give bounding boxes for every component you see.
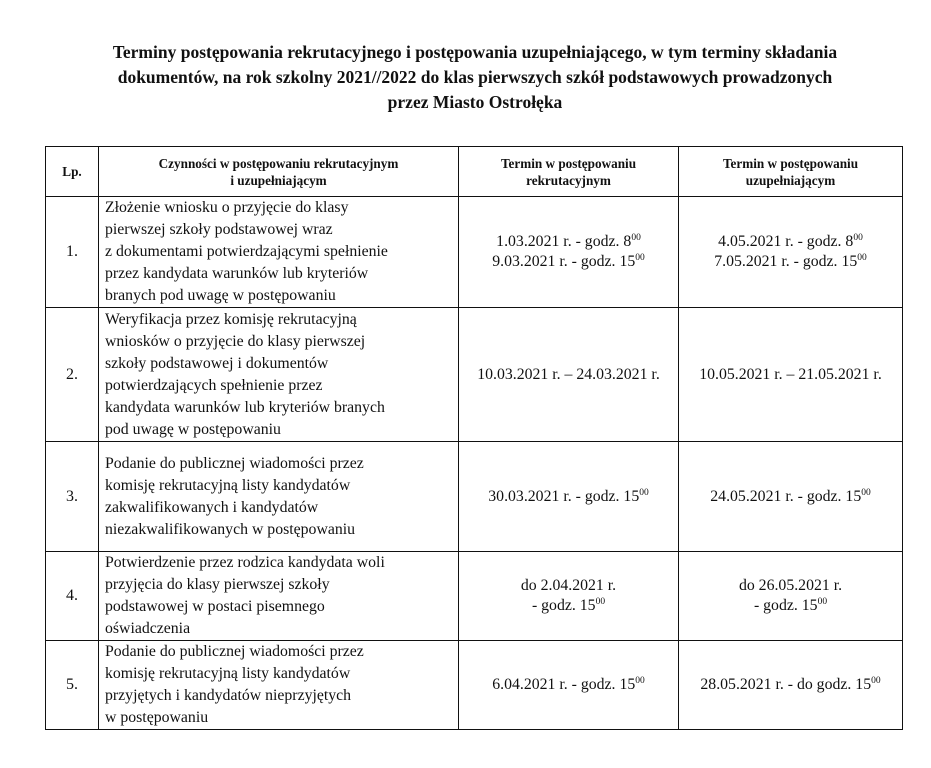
title-line: przez Miasto Ostrołęka xyxy=(387,92,563,112)
activity-line: Weryfikacja przez komisję rekrutacyjną xyxy=(105,310,357,328)
header-supplementary-term: Termin w postępowaniu uzupełniającym xyxy=(679,147,903,197)
term-text: 10.03.2021 r. – 24.03.2021 r. xyxy=(477,365,660,383)
activity-line: komisję rekrutacyjną listy kandydatów xyxy=(105,665,351,682)
term-line xyxy=(459,232,678,252)
activity-cell xyxy=(99,641,459,730)
activity-line: przyjętych i kandydatów nieprzyjętych xyxy=(105,687,352,704)
term-text: do 26.05.2021 r. xyxy=(738,577,843,594)
activity-line: zakwalifikowanych i kandydatów xyxy=(105,498,319,516)
activity-line: przyjęcia do klasy pierwszej szkoły xyxy=(105,576,330,593)
recruitment-term-cell xyxy=(459,308,679,442)
activity-line: Podanie do publicznej wiadomości przez xyxy=(105,643,364,660)
activity-line: oświadczenia xyxy=(105,620,191,637)
table-row xyxy=(46,197,903,308)
recruitment-term-cell xyxy=(459,442,679,552)
activity-line: Podanie do publicznej wiadomości przez xyxy=(105,454,364,472)
activity-line: pierwszej szkoły podstawowej wraz xyxy=(105,221,333,238)
term-line xyxy=(459,365,678,385)
activity-line: komisję rekrutacyjną listy kandydatów xyxy=(105,476,351,494)
term-line xyxy=(679,232,902,252)
term-text: 4.05.2021 r. - godz. 8 xyxy=(718,233,854,250)
row-number: 1. xyxy=(46,197,99,308)
term-line xyxy=(679,576,902,596)
activity-line: pod uwagę w postępowaniu xyxy=(105,420,281,438)
supplementary-term-cell xyxy=(679,641,903,730)
table-row xyxy=(46,552,903,641)
activity-line: kandydata warunków lub kryteriów branych xyxy=(105,398,385,416)
activity-line: wniosków o przyjęcie do klasy pierwszej xyxy=(105,332,366,350)
activity-line: z dokumentami potwierdzającymi spełnienie xyxy=(105,243,388,260)
term-line xyxy=(679,365,902,385)
activity-cell xyxy=(99,308,459,442)
row-number: 2. xyxy=(46,308,99,442)
term-line xyxy=(679,252,902,272)
activity-line: potwierdzających spełnienie przez xyxy=(105,376,323,394)
term-text: 6.04.2021 r. - godz. 15 xyxy=(492,676,636,693)
table-body xyxy=(46,197,903,730)
table-row xyxy=(46,442,903,552)
document-title xyxy=(40,40,910,115)
term-line xyxy=(679,596,902,616)
term-text: 24.05.2021 r. - godz. 15 xyxy=(710,487,862,505)
activity-line: niezakwalifikowanych w postępowaniu xyxy=(105,520,356,538)
recruitment-term-cell xyxy=(459,552,679,641)
table-row xyxy=(46,308,903,442)
term-text: 1.03.2021 r. - godz. 8 xyxy=(496,233,632,250)
activity-line: przez kandydata warunków lub kryteriów xyxy=(105,265,369,282)
term-text: - godz. 15 xyxy=(753,597,818,614)
time-minutes-superscript: 00 xyxy=(595,597,606,607)
schedule-table xyxy=(45,146,903,730)
recruitment-term-cell xyxy=(459,197,679,308)
table-header-row xyxy=(46,147,903,197)
term-line xyxy=(459,675,678,695)
activity-line: Złożenie wniosku o przyjęcie do klasy xyxy=(105,199,349,216)
title-line: Terminy postępowania rekrutacyjnego i postępowania uzupełniającego, w tym terminy składania xyxy=(112,42,838,62)
term-line xyxy=(459,576,678,596)
activity-cell xyxy=(99,552,459,641)
time-minutes-superscript: 00 xyxy=(631,233,641,243)
activity-line: Potwierdzenie przez rodzica kandydata woli xyxy=(105,554,385,571)
activity-cell xyxy=(99,197,459,308)
header-recruitment-term: Termin w postępowaniu rekrutacyjnym xyxy=(459,147,679,197)
term-text: do 2.04.2021 r. xyxy=(520,577,617,594)
supplementary-term-cell xyxy=(679,197,903,308)
time-minutes-superscript: 00 xyxy=(853,233,863,243)
time-minutes-superscript: 00 xyxy=(639,487,649,498)
row-number: 3. xyxy=(46,442,99,552)
supplementary-term-cell xyxy=(679,442,903,552)
time-minutes-superscript: 00 xyxy=(857,253,867,263)
activity-line: podstawowej w postaci pisemnego xyxy=(105,598,325,615)
header-lp: Lp. xyxy=(46,147,99,197)
time-minutes-superscript: 00 xyxy=(635,676,645,686)
time-minutes-superscript: 00 xyxy=(861,487,871,498)
term-line xyxy=(459,596,678,616)
title-line: dokumentów, na rok szkolny 2021//2022 do klas pierwszych szkół podstawowych prowadzonych xyxy=(117,67,833,87)
term-line xyxy=(679,675,902,695)
activity-line: branych pod uwagę w postępowaniu xyxy=(105,287,336,304)
table-row xyxy=(46,641,903,730)
term-text: 28.05.2021 r. - do godz. 15 xyxy=(700,676,872,693)
activity-line: szkoły podstawowej i dokumentów xyxy=(105,354,329,372)
supplementary-term-cell xyxy=(679,552,903,641)
supplementary-term-cell xyxy=(679,308,903,442)
activity-line: w postępowaniu xyxy=(105,709,209,726)
header-activity: Czynności w postępowaniu rekrutacyjnym i uzupełniającym xyxy=(99,147,459,197)
time-minutes-superscript: 00 xyxy=(817,597,828,607)
row-number: 5. xyxy=(46,641,99,730)
term-text: 10.05.2021 r. – 21.05.2021 r. xyxy=(699,365,882,383)
term-text: 30.03.2021 r. - godz. 15 xyxy=(488,487,640,505)
term-line xyxy=(459,487,678,507)
term-line xyxy=(459,252,678,272)
term-text: 7.05.2021 r. - godz. 15 xyxy=(714,253,858,270)
row-number: 4. xyxy=(46,552,99,641)
term-text: 9.03.2021 r. - godz. 15 xyxy=(492,253,636,270)
time-minutes-superscript: 00 xyxy=(871,676,881,686)
time-minutes-superscript: 00 xyxy=(635,253,645,263)
recruitment-term-cell xyxy=(459,641,679,730)
activity-cell xyxy=(99,442,459,552)
term-text: - godz. 15 xyxy=(531,597,596,614)
term-line xyxy=(679,487,902,507)
